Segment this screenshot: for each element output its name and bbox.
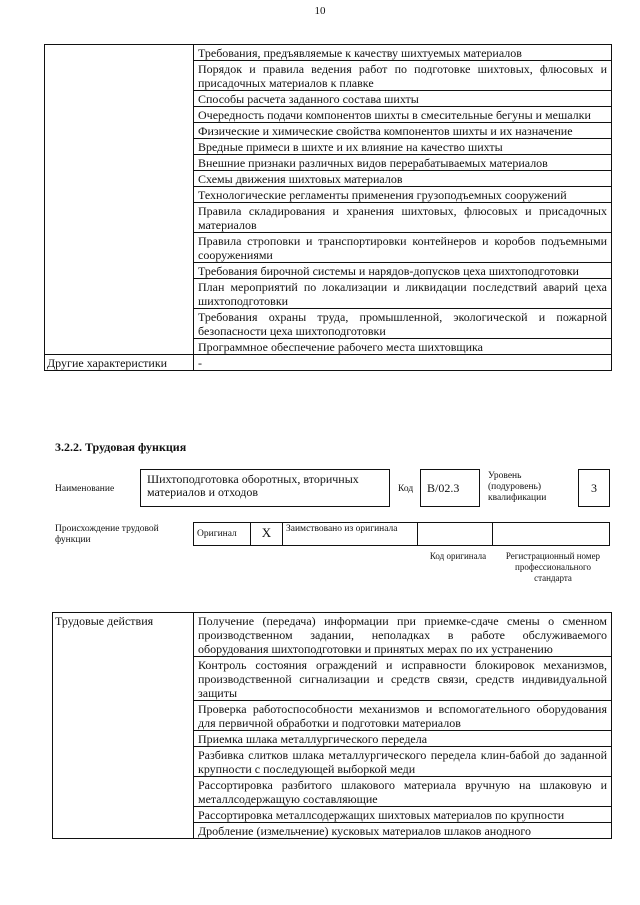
action-item: Приемка шлака металлургического передела [194, 731, 612, 747]
knowledge-item: Физические и химические свойства компонентов шихты и их назначение [194, 123, 612, 139]
origin-label: Происхождение трудовой функции [55, 524, 159, 545]
knowledge-item: Требования, предъявляемые к качеству шихтуемых материалов [194, 45, 612, 61]
knowledge-item: Технологические регламенты применения грузоподъемных сооружений [194, 187, 612, 203]
action-item: Дробление (измельчение) кусковых материалов шлаков анодного [194, 823, 612, 839]
name-label: Наименование [55, 484, 115, 494]
actions-table [52, 612, 612, 839]
actions-label: Трудовые действия [53, 613, 194, 839]
table-row [53, 613, 612, 657]
action-item: Проверка работоспособности механизмов и вспомогательного оборудования для первичной обработки и подготовки материалов [194, 701, 612, 731]
action-item: Разбивка слитков шлака металлургического передела клин-бабой до заданной крупности с последующей выборкой меди [194, 747, 612, 777]
page-number: 10 [314, 5, 326, 17]
knowledge-item: Порядок и правила ведения работ по подготовке шихтовых, флюсовых и присадочных материалов к плавке [194, 61, 612, 91]
section-title: 3.2.2. Трудовая функция [55, 440, 187, 454]
knowledge-label-cell [45, 45, 194, 355]
knowledge-item: Правила строповки и транспортировки контейнеров и коробов подъемными сооружениями [194, 233, 612, 263]
original-mark: X [250, 522, 283, 546]
other-characteristics-value: - [194, 355, 612, 371]
code-caption: Код оригинала [429, 551, 487, 561]
knowledge-item: Вредные примеси в шихте и их влияние на качество шихты [194, 139, 612, 155]
reg-caption: Регистрационный номер профессионального стандарта [505, 551, 601, 583]
knowledge-table [44, 44, 612, 371]
original-label: Оригинал [193, 522, 251, 546]
borrowed-label: Заимствовано из оригинала [282, 522, 418, 546]
original-code-cell [417, 522, 493, 546]
other-characteristics-label: Другие характеристики [45, 355, 194, 371]
level-box: 3 [578, 469, 610, 507]
action-item: Рассортировка металлсодержащих шихтовых материалов по крупности [194, 807, 612, 823]
knowledge-item: План мероприятий по локализации и ликвидации последствий аварий цеха шихтоподготовки [194, 279, 612, 309]
reg-number-cell [492, 522, 610, 546]
knowledge-item: Требования охраны труда, промышленной, экологической и пожарной безопасности цеха шихтоподготовки [194, 309, 612, 339]
table-row [45, 355, 612, 371]
action-item: Контроль состояния ограждений и исправности блокировок механизмов, производственной сигнализации и средств связи, средств индивидуальной защиты [194, 657, 612, 701]
action-item: Рассортировка разбитого шлакового материала вручную на шлаковую и металлсодержащую составляющие [194, 777, 612, 807]
level-label: Уровень (подуровень) квалификации [488, 471, 547, 503]
code-box: B/02.3 [420, 469, 480, 507]
function-name-box: Шихтоподготовка оборотных, вторичных материалов и отходов [140, 469, 390, 507]
table-row [45, 45, 612, 61]
origin-row [193, 522, 610, 546]
knowledge-item: Правила складирования и хранения шихтовых, флюсовых и присадочных материалов [194, 203, 612, 233]
knowledge-item: Способы расчета заданного состава шихты [194, 91, 612, 107]
knowledge-item: Внешние признаки различных видов перерабатываемых материалов [194, 155, 612, 171]
knowledge-item: Очередность подачи компонентов шихты в смесительные бегуны и мешалки [194, 107, 612, 123]
code-label: Код [398, 484, 414, 494]
knowledge-item: Программное обеспечение рабочего места шихтовщика [194, 339, 612, 355]
knowledge-item: Требования бирочной системы и нарядов-допусков цеха шихтоподготовки [194, 263, 612, 279]
knowledge-item: Схемы движения шихтовых материалов [194, 171, 612, 187]
action-item: Получение (передача) информации при приемке-сдаче смены о сменном производственном задании, неполадках в работе обслуживаемого оборудования шихтоподготовки и принятых мерах по их устранению [194, 613, 612, 657]
